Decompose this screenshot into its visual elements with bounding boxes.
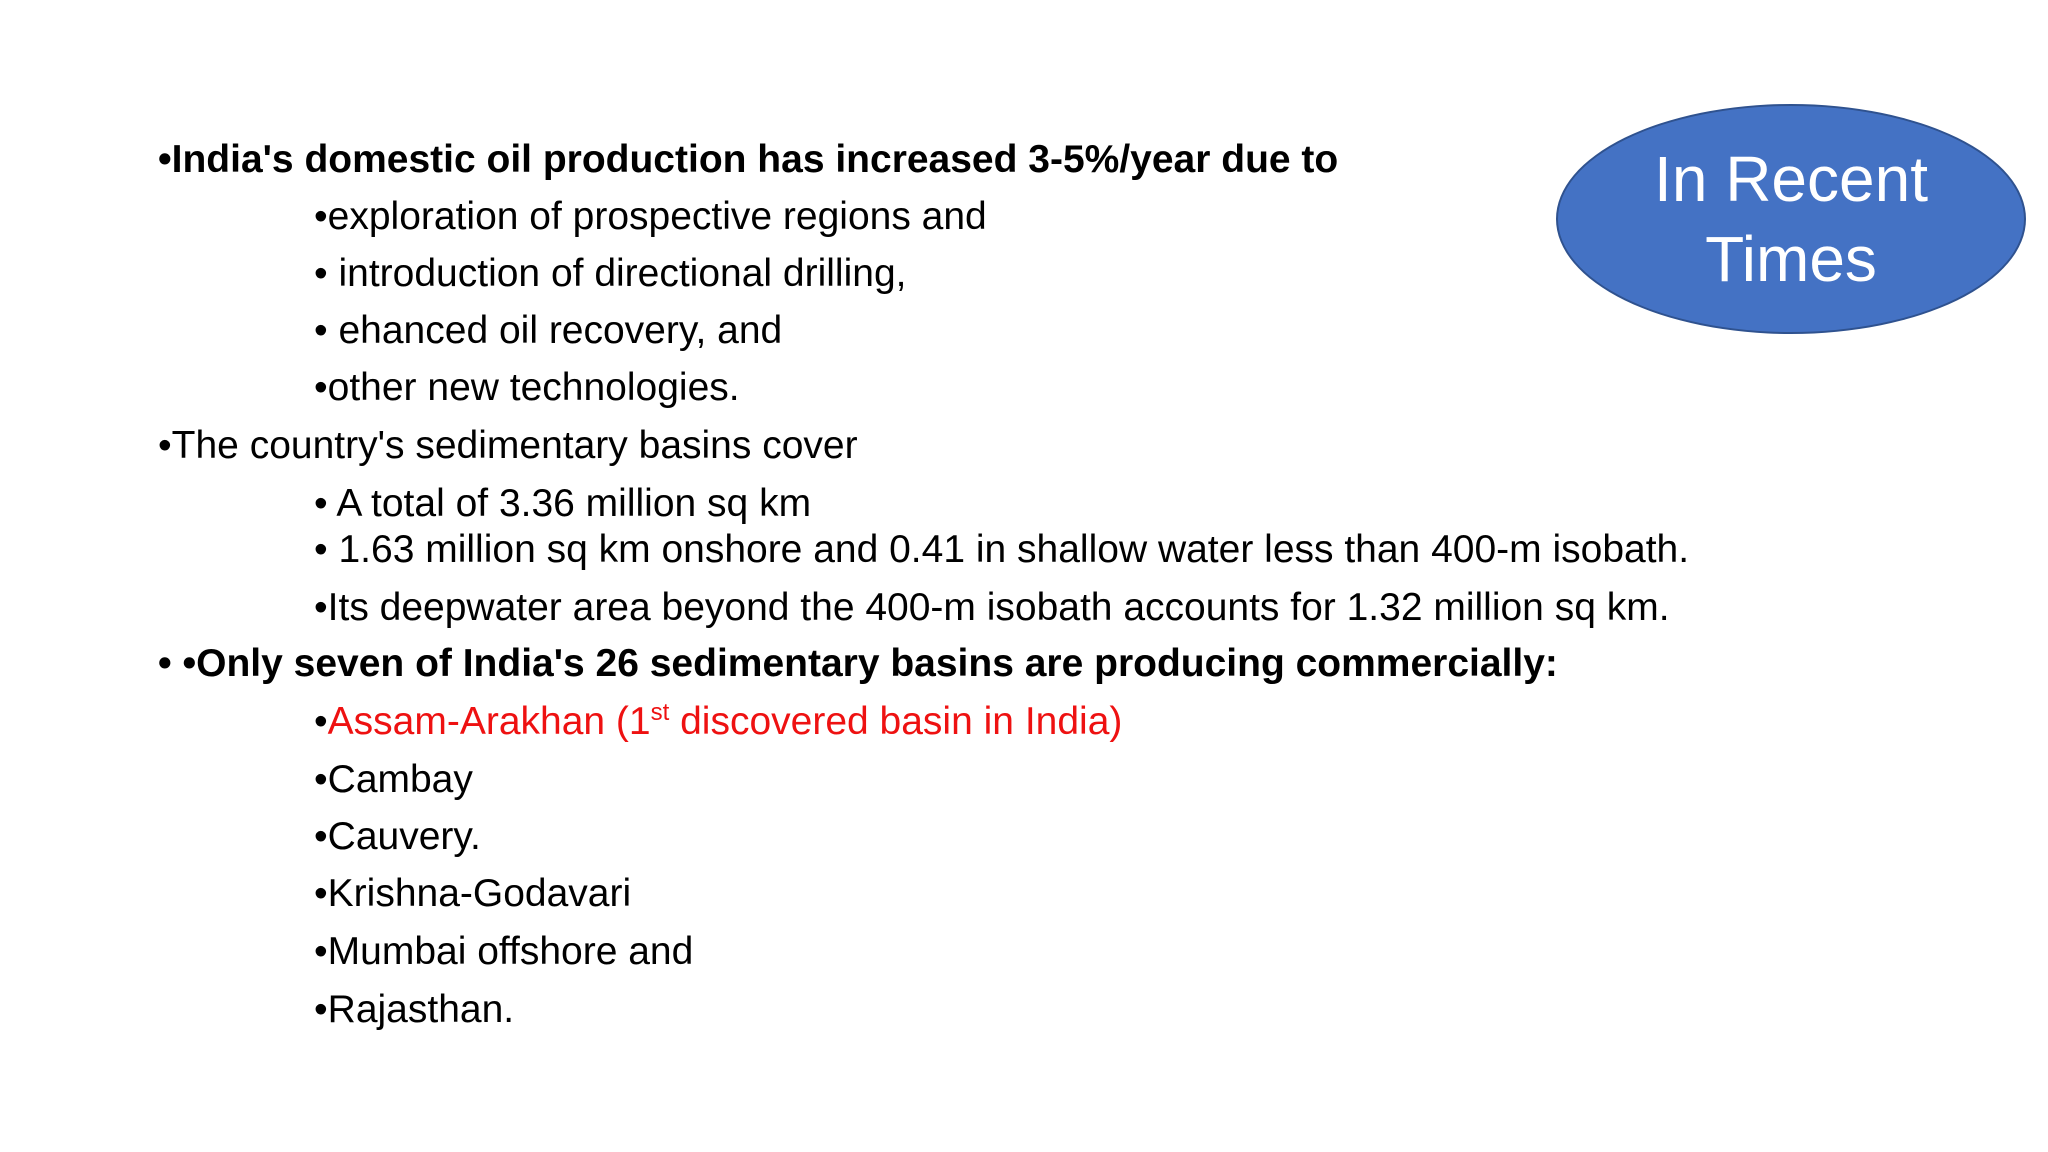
basin-krishna-godavari: •Krishna-Godavari [314,872,632,915]
basin-assam-arakhan-pre: Assam-Arakhan (1 [327,700,651,743]
basin-cambay: •Cambay [314,758,473,801]
sub-bullet-total-area: • A total of 3.36 million sq km [314,482,812,525]
bullet-sedimentary-basins: •The country's sedimentary basins cover [158,424,858,467]
badge-line-2: Times [1705,223,1877,295]
in-recent-times-badge [1556,104,2026,334]
basin-assam-arakhan-post: discovered basin in India) [669,700,1123,743]
sub-bullet-new-technologies: •other new technologies. [314,366,740,409]
basin-assam-arakhan-ordinal: st [650,699,670,726]
basin-cauvery: •Cauvery. [314,815,481,858]
basin-mumbai-offshore: •Mumbai offshore and [314,930,694,973]
basin-assam-arakhan-bullet: • [314,700,328,743]
badge-line-1: In Recent [1654,143,1928,215]
sub-bullet-exploration: •exploration of prospective regions and [314,195,987,238]
sub-bullet-deepwater: •Its deepwater area beyond the 400-m isobath accounts for 1.32 million sq km. [314,586,1670,629]
sub-bullet-onshore-shallow: • 1.63 million sq km onshore and 0.41 in shallow water less than 400-m isobath. [314,528,1690,571]
sub-bullet-directional-drilling: • introduction of directional drilling, [314,252,907,295]
sub-bullet-oil-recovery: • ehanced oil recovery, and [314,309,783,352]
basin-rajasthan: •Rajasthan. [314,988,515,1031]
basin-assam-arakhan-label [328,700,1123,743]
bullet-oil-production: •India's domestic oil production has increased 3-5%/year due to [158,138,1339,181]
bullet-producing-basins: • •Only seven of India's 26 sedimentary basins are producing commercially: [158,642,1558,685]
basin-assam-arakhan [314,698,1122,746]
